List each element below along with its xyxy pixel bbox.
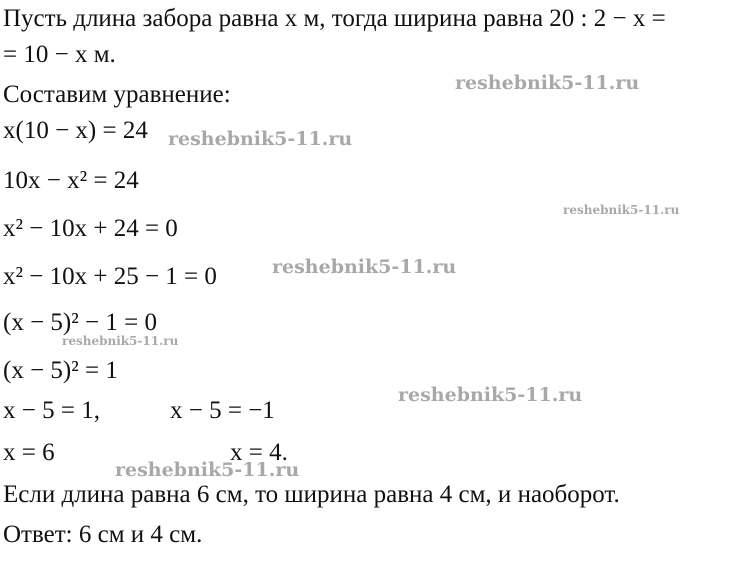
equation-3: x² − 10x + 24 = 0 (3, 215, 178, 242)
text-line-1: Пусть длина забора равна x м, тогда ширина равна 20 : 2 − x = (3, 5, 666, 32)
equation-8-right: x = 4. (230, 439, 288, 466)
text-line-3: Составим уравнение: (3, 81, 231, 108)
equation-7-right: x − 5 = −1 (170, 397, 275, 424)
equation-5: (x − 5)² − 1 = 0 (3, 309, 157, 336)
equation-1: x(10 − x) = 24 (3, 117, 148, 144)
equation-4: x² − 10x + 25 − 1 = 0 (3, 263, 217, 290)
watermark: reshebnik5-11.ru (563, 203, 680, 217)
watermark: reshebnik5-11.ru (455, 72, 640, 94)
answer-line: Ответ: 6 см и 4 см. (3, 521, 203, 548)
equation-8-left: x = 6 (3, 439, 55, 466)
watermark: reshebnik5-11.ru (115, 459, 300, 481)
text-line-2: = 10 − x м. (3, 41, 116, 68)
equation-6: (x − 5)² = 1 (3, 357, 118, 384)
text-line-conclusion: Если длина равна 6 см, то ширина равна 4 см, и наоборот. (3, 481, 620, 508)
equation-7-left: x − 5 = 1, (3, 397, 100, 424)
equation-2: 10x − x² = 24 (3, 167, 139, 194)
watermark: reshebnik5-11.ru (272, 256, 457, 278)
watermark: reshebnik5-11.ru (62, 334, 179, 348)
watermark: reshebnik5-11.ru (398, 384, 583, 406)
watermark: reshebnik5-11.ru (168, 128, 353, 150)
